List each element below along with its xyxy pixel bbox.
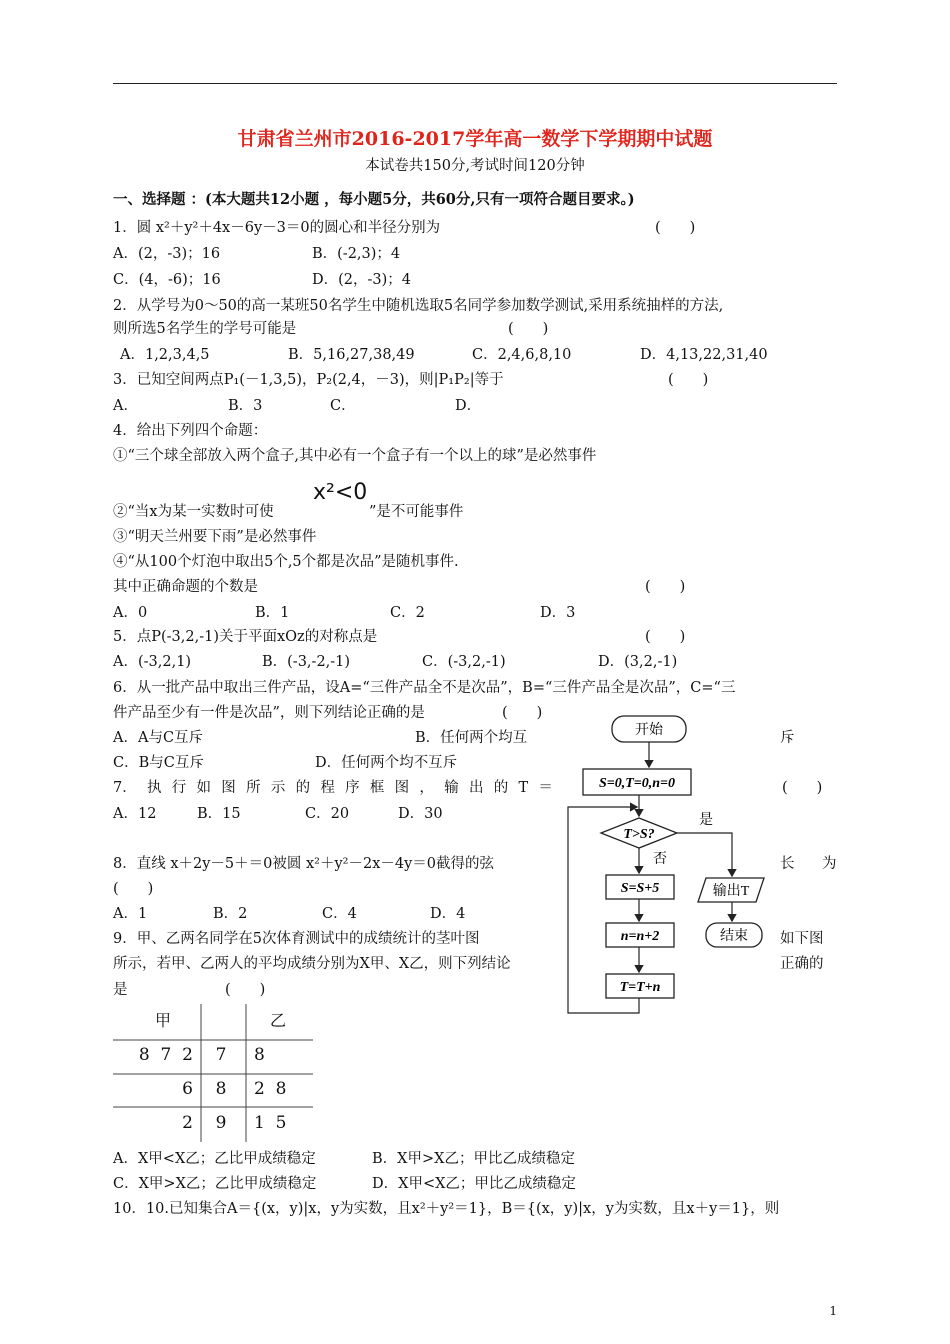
inequality-formula: x²<0 [313,480,368,505]
q8-tail-1: 长 [780,856,795,872]
stem-leaf-row3-stem: 9 [215,1113,227,1133]
q7-paren: ( ) [782,780,823,796]
q8-option-d: D．4 [430,906,466,922]
q10-line1: 10．10.已知集合A＝{(x，y)|x，y为实数，且x²＋y²＝1}，B＝{(x，y)|x，y为实数，且x＋y＝1}，则 [113,1201,780,1217]
q9-line1: 9．甲、乙两名同学在5次体育测试中的成绩统计的茎叶图 [113,931,480,947]
q2-option-d: D．4,13,22,31,40 [640,347,768,363]
q3-option-b: B．3 [228,398,263,414]
q4-option-d: D．3 [540,605,576,621]
q1-option-a: A．(2，-3)；16 [113,246,221,262]
stem-leaf-row1-left: 8 7 2 [138,1045,193,1065]
q6-line1: 6．从一批产品中取出三件产品，设A=“三件产品全不是次品”，B=“三件产品全是次品”，C=“三 [113,680,736,696]
header-rule [113,83,837,84]
q8-option-b: B．2 [213,906,248,922]
q1-option-c: C．(4，-6)；16 [113,272,221,288]
q8-tail-2: 为 [822,856,837,872]
q5-option-b: B．(-3,-2,-1) [262,654,351,670]
flowchart-cond-label: T>S? [623,827,655,842]
flowchart-no-label: 否 [653,852,667,867]
q7-option-b: B．15 [197,806,241,822]
q6-paren: ( ) [502,705,543,721]
flowchart-step2-label: n=n+2 [620,929,660,944]
q5-option-a: A．(-3,2,1) [113,654,192,670]
q2-line2: 则所选5名学生的学号可能是 [113,321,297,337]
stem-leaf-row1-right: 8 [254,1045,265,1065]
stem-leaf-row3-right: 1 5 [254,1113,287,1133]
flowchart [560,712,790,1022]
q5-paren: ( ) [645,629,686,645]
page-number: 1 [829,1304,837,1318]
flowchart-init-label: S=0,T=0,n=0 [598,776,676,791]
stem-leaf-row3-left: 2 [182,1113,193,1133]
section-heading: 一、选择题 ：(本大题共12小题 ，每小题5分，共60分,只有一项符合题目要求。) [113,191,635,208]
q4-option-b: B．1 [255,605,290,621]
q3-option-d: D． [455,398,482,414]
q2-line1: 2．从学号为0～50的高一某班50名学生中随机选取5名同学参加数学测试,采用系统抽样的方法, [113,298,724,314]
flowchart-output-label: 输出T [712,884,750,899]
q6-option-a: A．A与C互斥 [113,730,204,746]
q4-prop4: ④“从100个灯泡中取出5个,5个都是次品”是随机事件. [113,554,459,570]
q4-prop1: ①“三个球全部放入两个盒子,其中必有一个盒子有一个以上的球”是必然事件 [113,448,597,464]
q7-option-d: D．30 [398,806,443,822]
stem-leaf-header-left: 甲 [155,1011,172,1030]
q4-option-a: A．0 [113,605,148,621]
q9-line3: 是 [113,982,128,998]
q5-option-d: D．(3,2,-1) [598,654,678,670]
flowchart-yes-label: 是 [699,813,713,828]
q3-stem: 3．已知空间两点P₁(－1,3,5)，P₂(2,4，－3)，则|P₁P₂|等于 [113,372,504,388]
q4-stem: 4．给出下列四个命题： [113,423,268,439]
q6-option-b-tail: 斥 [780,730,795,746]
q7-stem: 7． 执 行 如 图 所 示 的 程 序 框 图 ， 输 出 的 T ＝ [113,780,553,796]
q4-question: 其中正确命题的个数是 [113,579,258,595]
stem-leaf-row1-stem: 7 [215,1045,227,1065]
q1-option-d: D．(2，-3)；4 [312,272,412,288]
q6-option-d: D．任何两个均不互斥 [315,755,458,771]
stem-leaf-row2-left: 6 [182,1079,193,1099]
q3-option-a: A． [113,398,138,414]
flowchart-end-label: 结束 [720,929,748,944]
q4-option-c: C．2 [390,605,425,621]
q4-prop2-before: ②“当x为某一实数时可使 [113,504,274,520]
q9-option-c: C．X甲>X乙；乙比甲成绩稳定 [113,1176,317,1192]
q7-option-c: C．20 [305,806,350,822]
flowchart-start-label: 开始 [635,723,663,738]
q8-option-c: C．4 [322,906,357,922]
q9-option-a: A．X甲<X乙；乙比甲成绩稳定 [113,1151,316,1167]
q9-option-b: B．X甲>X乙；甲比乙成绩稳定 [372,1151,575,1167]
q5-stem: 5．点P(-3,2,-1)关于平面xOz的对称点是 [113,629,378,645]
q4-paren: ( ) [645,579,686,595]
q9-tail-1: 如下图 [780,931,824,947]
q8-stem: 8．直线 x＋2y－5＋＝0被圆 x²＋y²－2x－4y＝0截得的弦 [113,856,495,872]
q2-paren: ( ) [508,321,549,337]
page-subtitle: 本试卷共150分,考试时间120分钟 [365,158,585,174]
q6-option-b: B．任何两个均互 [415,730,528,746]
q1-stem: 1．圆 x²＋y²＋4x－6y－3＝0的圆心和半径分别为 [113,220,441,236]
q6-option-c: C．B与C互斥 [113,755,204,771]
page-title: 甘肃省兰州市2016-2017学年高一数学下学期期中试题 [237,128,713,150]
q1-paren: ( ) [655,220,696,236]
stem-leaf-row2-stem: 8 [215,1079,227,1099]
q3-paren: ( ) [668,372,709,388]
q3-option-c: C． [330,398,356,414]
q2-option-b: B．5,16,27,38,49 [288,347,415,363]
q8-paren: ( ) [113,881,154,897]
stem-leaf-header-right: 乙 [270,1011,287,1030]
q9-tail-2: 正确的 [780,956,824,972]
q9-paren: ( ) [225,982,266,998]
q1-option-b: B．(-2,3)；4 [312,246,401,262]
q8-option-a: A．1 [113,906,148,922]
q6-line2: 件产品至少有一件是次品”，则下列结论正确的是 [113,705,425,721]
q9-line2: 所示，若甲、乙两人的平均成绩分别为X甲、X乙，则下列结论 [113,956,511,972]
q4-prop3: ③“明天兰州要下雨”是必然事件 [113,529,317,545]
flowchart-step1-label: S=S+5 [620,881,660,896]
q7-option-a: A．12 [113,806,157,822]
q9-option-d: D．X甲<X乙；甲比乙成绩稳定 [372,1176,576,1192]
q2-option-c: C．2,4,6,8,10 [472,347,572,363]
q5-option-c: C．(-3,2,-1) [422,654,506,670]
q4-prop2-after: ”是不可能事件 [369,504,464,520]
stem-leaf-row2-right: 2 8 [254,1079,287,1099]
flowchart-step3-label: T=T+n [619,980,661,995]
q4-prop2-math [313,478,367,508]
q2-option-a: A．1,2,3,4,5 [120,347,210,363]
